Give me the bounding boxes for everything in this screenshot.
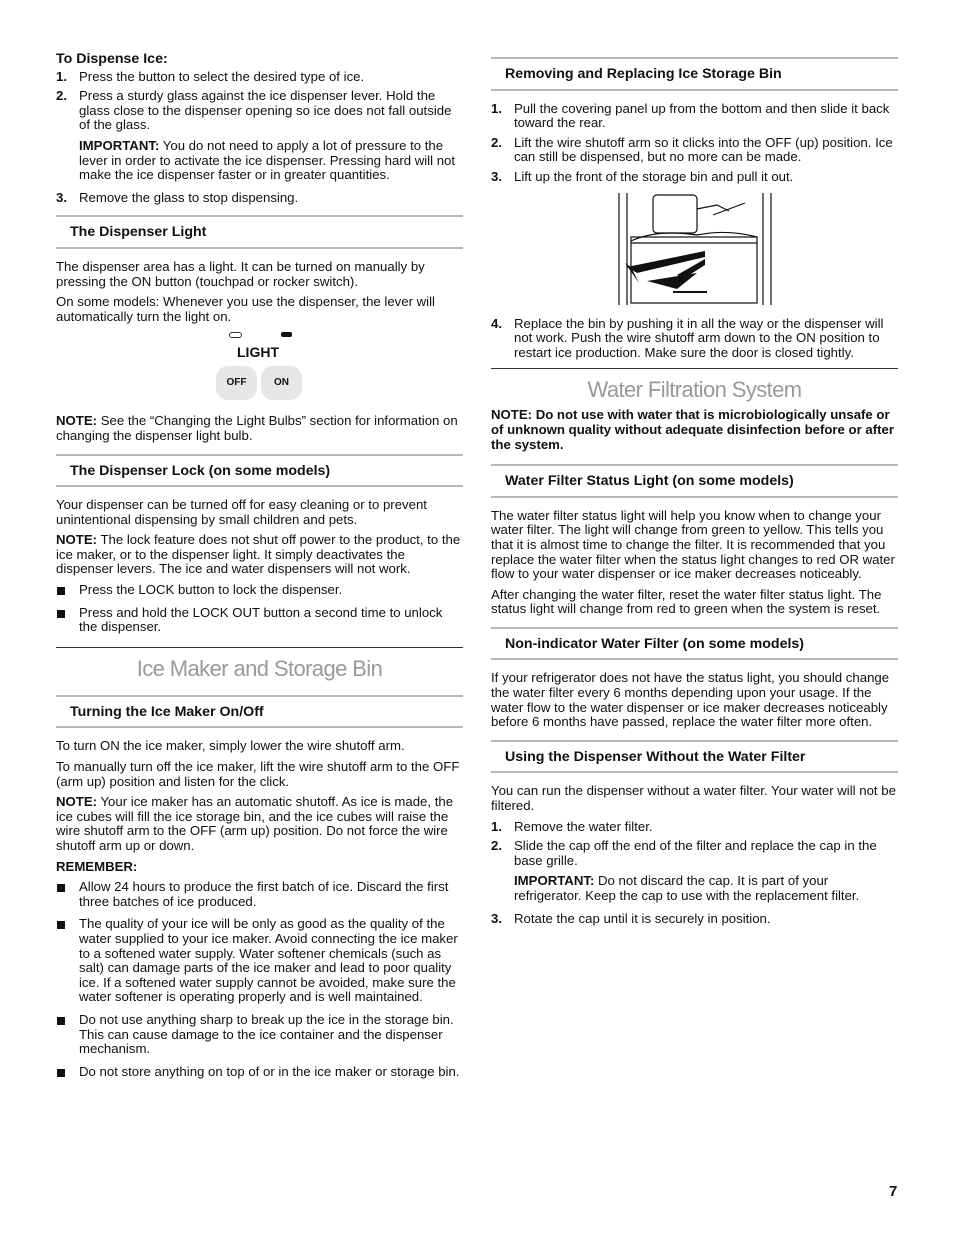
list-item <box>491 136 898 165</box>
page-number: 7 <box>889 1183 898 1200</box>
list-item <box>491 170 898 185</box>
bullet-text: Do not use anything sharp to break up the ice in the storage bin. This can cause damage to the ice container and the dispenser mechanism. <box>79 1011 454 1057</box>
lock-bullets <box>56 583 463 635</box>
list-item <box>56 70 463 85</box>
step-number: 1. <box>491 100 502 116</box>
step-text: Rotate the cap until it is securely in position. <box>514 910 771 926</box>
storage-bin-steps <box>491 102 898 185</box>
step-text: Remove the glass to stop dispensing. <box>79 189 299 205</box>
paragraph: If your refrigerator does not have the status light, you should change the water filter every 6 months depending upon your usage. If the water flow to the water dispenser or ice maker decreases noticeably before 6 months have passed, replace the water filter more often. <box>491 670 890 730</box>
step-number: 3. <box>56 189 67 205</box>
important-text: You do not need to apply a lot of pressure to the lever in order to activate the ice dispenser. Pressing hard will not make the ice dispenser faster or in greater quantities. <box>79 137 456 183</box>
list-item <box>491 839 898 903</box>
bullet-text: Press the LOCK button to lock the dispenser. <box>79 582 343 598</box>
step-number: 1. <box>491 818 502 834</box>
bullet-text: Do not store anything on top of or in the ice maker or storage bin. <box>79 1063 460 1079</box>
note <box>56 795 463 853</box>
bullet-icon <box>57 1017 65 1025</box>
list-item <box>56 917 463 1005</box>
light-off-button: OFF <box>216 366 257 400</box>
list-item <box>491 820 898 835</box>
ice-bin-illustration <box>617 193 773 305</box>
step-number: 4. <box>491 315 502 331</box>
list-item <box>56 583 463 598</box>
non-indicator-heading: Non-indicator Water Filter (on some models) <box>491 627 898 661</box>
important-label: IMPORTANT: <box>79 137 160 153</box>
important-label: IMPORTANT: <box>514 873 595 889</box>
step-text: Slide the cap off the end of the filter and replace the cap in the base grille. <box>514 838 877 868</box>
ice-maker-bullets <box>56 880 463 1079</box>
list-item <box>56 1065 463 1080</box>
water-filtration-note: NOTE: Do not use with water that is microbiologically unsafe or of unknown quality without adequate disinfection before or after the system. <box>491 407 894 452</box>
bullet-icon <box>57 921 65 929</box>
off-indicator-icon <box>229 332 242 338</box>
without-filter-steps <box>491 820 898 927</box>
without-filter-heading: Using the Dispenser Without the Water Filter <box>491 740 898 774</box>
note-label: NOTE: <box>56 413 98 429</box>
important-text: Do not discard the cap. It is part of your refrigerator. Keep the cap to use with the replacement filter. <box>514 873 860 903</box>
paragraph: After changing the water filter, reset the water filter status light. The status light will change from red to green when the system is reset. <box>491 586 882 617</box>
dispense-ice-heading: To Dispense Ice: <box>56 51 168 67</box>
on-indicator-icon <box>281 332 292 337</box>
step-text: Pull the covering panel up from the bottom and then slide it back toward the rear. <box>514 100 890 131</box>
list-item <box>491 317 898 361</box>
list-item <box>491 912 898 927</box>
bullet-icon <box>57 587 65 595</box>
note-label: NOTE: <box>56 794 98 810</box>
step-text: Lift the wire shutoff arm so it clicks into the OFF (up) position. Ice can still be dispensed, but no more can be made. <box>514 134 893 165</box>
note-label: NOTE: <box>56 532 98 548</box>
water-filtration-title: Water Filtration System <box>491 368 898 410</box>
step-number: 2. <box>491 838 502 854</box>
paragraph: Your dispenser can be turned off for easy cleaning or to prevent unintentional dispensing by small children and pets. <box>56 497 427 527</box>
light-switch-label: LIGHT <box>237 344 279 361</box>
paragraph: The dispenser area has a light. It can be turned on manually by pressing the ON button (touchpad or rocker switch). <box>56 258 425 289</box>
step-text: Remove the water filter. <box>514 818 653 834</box>
step-text: Replace the bin by pushing it in all the way or the dispenser will not work. Push the wire shutoff arm down to the ON position to restart ice production. Make sure the door is closed tightly. <box>514 315 884 360</box>
list-item <box>56 880 463 909</box>
note-text: Your ice maker has an automatic shutoff. As ice is made, the ice cubes will fill the ice storage bin, and the ice cubes will raise the wire shutoff arm to the OFF (arm up) position. Do not force the wire shutoff arm up or down. <box>56 794 454 853</box>
ice-maker-title: Ice Maker and Storage Bin <box>56 647 463 689</box>
note-text: The lock feature does not shut off power to the product, to the ice maker, or to the dispenser light. It simply deactivates the dispenser levers. The ice and water dispensers will not work. <box>56 532 461 577</box>
ice-maker-onoff-heading: Turning the Ice Maker On/Off <box>56 695 463 729</box>
storage-bin-step4 <box>491 317 898 361</box>
paragraph: To turn ON the ice maker, simply lower the wire shutoff arm. <box>56 738 405 754</box>
note <box>56 533 463 577</box>
important-note <box>514 874 898 903</box>
important-note <box>79 139 463 183</box>
list-item <box>491 102 898 131</box>
light-switch-illustration <box>56 330 463 408</box>
left-column <box>56 48 463 1087</box>
list-item <box>56 606 463 635</box>
paragraph: You can run the dispenser without a water filter. Your water will not be filtered. <box>491 783 896 814</box>
dispenser-light-heading: The Dispenser Light <box>56 215 463 249</box>
bullet-icon <box>57 884 65 892</box>
paragraph: On some models: Whenever you use the dispenser, the lever will automatically turn the light on. <box>56 294 435 324</box>
paragraph: To manually turn off the ice maker, lift the wire shutoff arm to the OFF (arm up) position and listen for the click. <box>56 759 460 789</box>
bullet-icon <box>57 610 65 618</box>
step-number: 3. <box>491 168 502 184</box>
step-number: 2. <box>56 88 67 104</box>
step-text: Lift up the front of the storage bin and pull it out. <box>514 168 794 184</box>
bullet-text: The quality of your ice will be only as good as the quality of the water supplied to your ice maker. Avoid connecting the ice maker to a softened water supply. Water softener chemicals (such as salt) can damage parts of the ice maker and lead to poor quality ice. If a softened water supply cannot be avoided, make sure the water softener is operating properly and is well maintained. <box>79 916 458 1005</box>
dispenser-lock-heading: The Dispenser Lock (on some models) <box>56 454 463 488</box>
step-number: 3. <box>491 910 502 926</box>
list-item <box>56 191 463 206</box>
step-number: 1. <box>56 68 67 84</box>
remember-heading: REMEMBER: <box>56 858 138 874</box>
paragraph: The water filter status light will help you know when to change your water filter. The light will change from green to yellow. This tells you that it is almost time to change the filter. It is recommended that you replace the water filter when the status light changes to red OR water flow to your water dispenser or ice maker decreases noticeably. <box>491 507 895 582</box>
step-number: 2. <box>491 134 502 150</box>
step-text: Press the button to select the desired type of ice. <box>79 68 365 84</box>
bullet-icon <box>57 1069 65 1077</box>
note-text: See the “Changing the Light Bulbs” section for information on changing the dispenser light bulb. <box>56 413 458 443</box>
list-item <box>56 89 463 183</box>
bullet-text: Allow 24 hours to produce the first batch of ice. Discard the first three batches of ice produced. <box>79 879 449 909</box>
storage-bin-heading: Removing and Replacing Ice Storage Bin <box>491 57 898 91</box>
right-column <box>491 48 898 931</box>
bullet-text: Press and hold the LOCK OUT button a second time to unlock the dispenser. <box>79 604 443 635</box>
note <box>56 414 463 443</box>
light-on-button: ON <box>261 366 302 400</box>
step-text: Press a sturdy glass against the ice dispenser lever. Hold the glass close to the dispenser opening so ice does not fall outside of the glass. <box>79 88 452 133</box>
status-light-heading: Water Filter Status Light (on some models) <box>491 464 898 498</box>
list-item <box>56 1013 463 1057</box>
dispense-ice-steps <box>56 70 463 206</box>
